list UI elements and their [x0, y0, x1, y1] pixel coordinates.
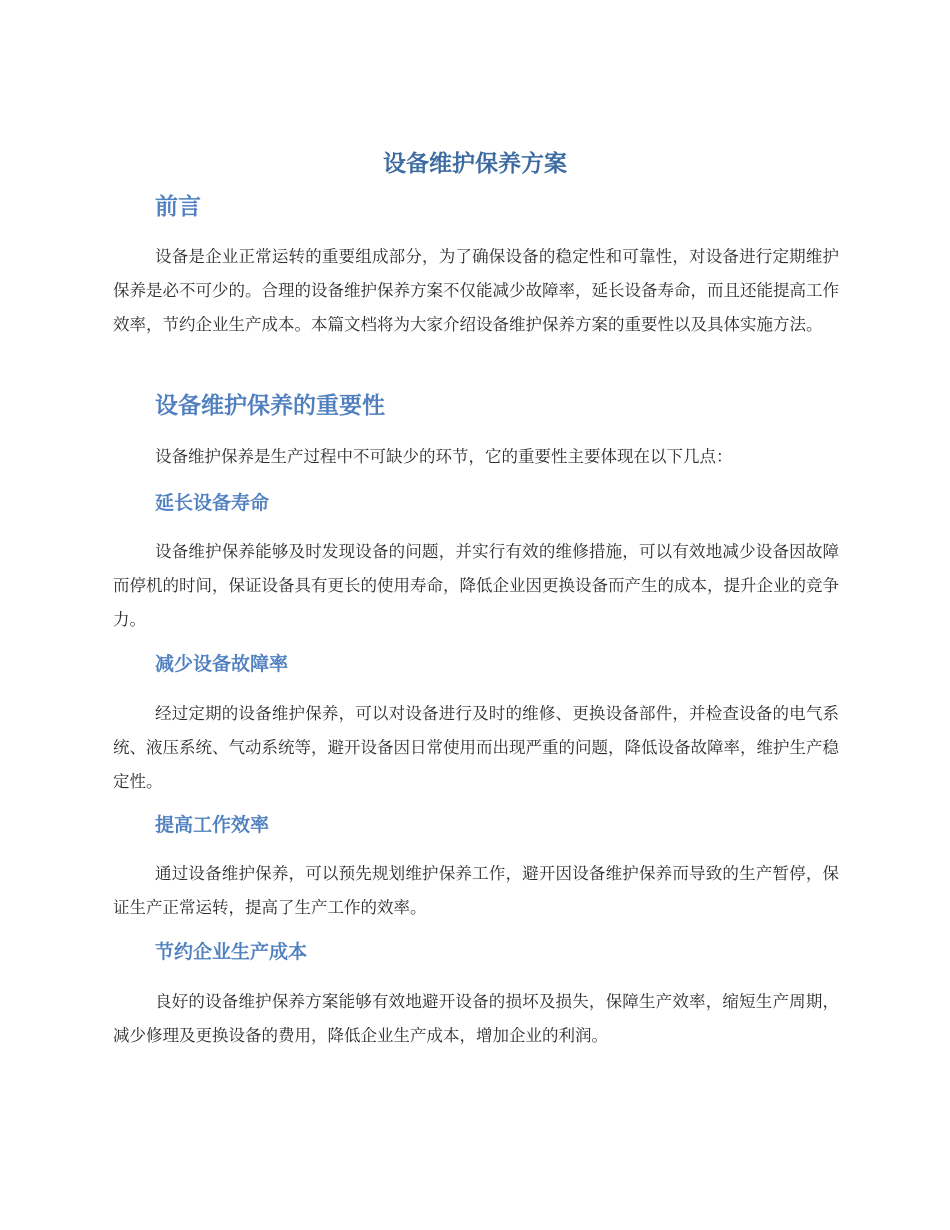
subsection-heading-save-cost: 节约企业生产成本 [155, 941, 308, 963]
reduce-failure-paragraph: 经过定期的设备维护保养，可以对设备进行及时的维修、更换设备部件，并检查设备的电气系统、液压系统、气动系统等，避开设备因日常使用而出现严重的问题，降低设备故障率，维护生产稳定性。 [113, 704, 839, 791]
subsection-heading-efficiency: 提高工作效率 [155, 814, 270, 836]
document-title: 设备维护保养方案 [383, 151, 567, 177]
extend-life-paragraph: 设备维护保养能够及时发现设备的问题，并实行有效的维修措施，可以有效地减少设备因故障而停机的时间，保证设备具有更长的使用寿命，降低企业因更换设备而产生的成本，提升企业的竞争力。 [113, 542, 839, 629]
save-cost-paragraph: 良好的设备维护保养方案能够有效地避开设备的损坏及损失，保障生产效率，缩短生产周期，减少修理及更换设备的费用，降低企业生产成本，增加企业的利润。 [113, 992, 839, 1045]
section-heading-preface: 前言 [155, 194, 201, 220]
importance-intro-paragraph: 设备维护保养是生产过程中不可缺少的环节，它的重要性主要体现在以下几点： [155, 447, 733, 466]
subsection-heading-extend-life: 延长设备寿命 [155, 492, 270, 514]
section-heading-importance: 设备维护保养的重要性 [155, 393, 385, 419]
subsection-heading-reduce-failure: 减少设备故障率 [155, 653, 289, 675]
preface-paragraph: 设备是企业正常运转的重要组成部分，为了确保设备的稳定性和可靠性，对设备进行定期维护保养是必不可少的。合理的设备维护保养方案不仅能减少故障率，延长设备寿命，而且还能提高工作效率，节约企业生产成本。本篇文档将为大家介绍设备维护保养方案的重要性以及具体实施方法。 [113, 247, 839, 334]
efficiency-paragraph: 通过设备维护保养，可以预先规划维护保养工作，避开因设备维护保养而导致的生产暂停，保证生产正常运转，提高了生产工作的效率。 [113, 864, 839, 917]
